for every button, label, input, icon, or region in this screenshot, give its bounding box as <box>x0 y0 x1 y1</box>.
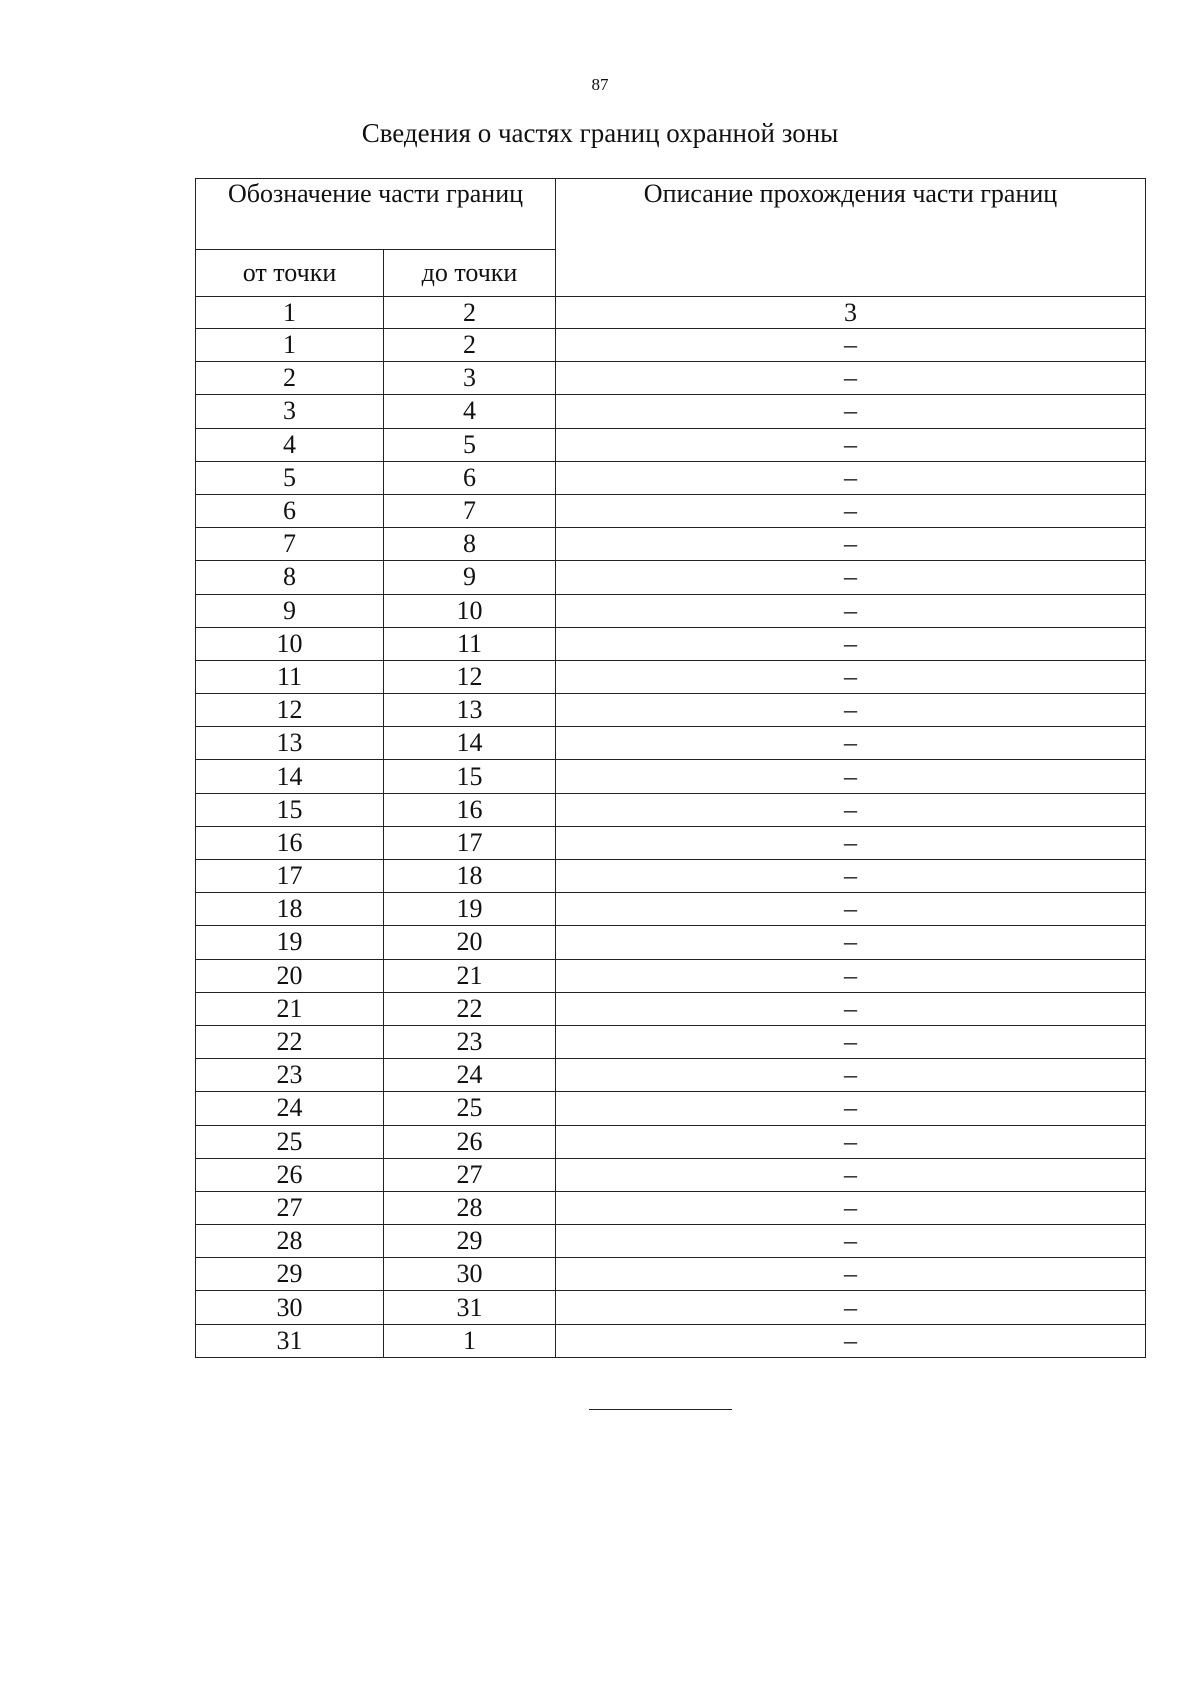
cell-to-point: 11 <box>384 627 556 660</box>
cell-description: – <box>556 1291 1146 1324</box>
cell-from-point: 15 <box>196 793 384 826</box>
cell-to-point: 9 <box>384 561 556 594</box>
table-row <box>196 1092 1146 1125</box>
cell-from-point: 5 <box>196 461 384 494</box>
column-index-cell: 2 <box>384 297 556 329</box>
cell-description: – <box>556 1125 1146 1158</box>
cell-from-point: 6 <box>196 494 384 527</box>
column-index-row <box>196 297 1146 329</box>
cell-description: – <box>556 860 1146 893</box>
cell-description: – <box>556 1324 1146 1357</box>
table-row <box>196 860 1146 893</box>
table-row <box>196 329 1146 362</box>
cell-to-point: 30 <box>384 1258 556 1291</box>
cell-description: – <box>556 1059 1146 1092</box>
cell-description: – <box>556 428 1146 461</box>
cell-description: – <box>556 528 1146 561</box>
cell-to-point: 13 <box>384 694 556 727</box>
cell-from-point: 10 <box>196 627 384 660</box>
table-row <box>196 760 1146 793</box>
cell-to-point: 17 <box>384 826 556 859</box>
cell-from-point: 29 <box>196 1258 384 1291</box>
cell-to-point: 16 <box>384 793 556 826</box>
cell-description: – <box>556 992 1146 1025</box>
cell-to-point: 24 <box>384 1059 556 1092</box>
cell-description: – <box>556 893 1146 926</box>
cell-to-point: 23 <box>384 1025 556 1058</box>
cell-from-point: 26 <box>196 1158 384 1191</box>
table-row <box>196 362 1146 395</box>
cell-from-point: 2 <box>196 362 384 395</box>
cell-to-point: 12 <box>384 660 556 693</box>
cell-from-point: 17 <box>196 860 384 893</box>
table-row <box>196 660 1146 693</box>
cell-from-point: 30 <box>196 1291 384 1324</box>
table-row <box>196 1291 1146 1324</box>
cell-to-point: 21 <box>384 959 556 992</box>
table-row <box>196 461 1146 494</box>
cell-from-point: 1 <box>196 329 384 362</box>
table-row <box>196 627 1146 660</box>
cell-from-point: 8 <box>196 561 384 594</box>
cell-to-point: 19 <box>384 893 556 926</box>
cell-to-point: 2 <box>384 329 556 362</box>
table-row <box>196 1025 1146 1058</box>
cell-description: – <box>556 461 1146 494</box>
cell-description: – <box>556 395 1146 428</box>
table-row <box>196 528 1146 561</box>
table-row <box>196 959 1146 992</box>
cell-description: – <box>556 727 1146 760</box>
cell-to-point: 20 <box>384 926 556 959</box>
cell-description: – <box>556 561 1146 594</box>
cell-from-point: 25 <box>196 1125 384 1158</box>
cell-from-point: 3 <box>196 395 384 428</box>
table-row <box>196 561 1146 594</box>
cell-from-point: 28 <box>196 1225 384 1258</box>
cell-to-point: 15 <box>384 760 556 793</box>
table-row <box>196 594 1146 627</box>
table-row <box>196 1191 1146 1224</box>
table-row <box>196 992 1146 1025</box>
table-row <box>196 893 1146 926</box>
cell-from-point: 22 <box>196 1025 384 1058</box>
cell-to-point: 31 <box>384 1291 556 1324</box>
cell-to-point: 8 <box>384 528 556 561</box>
table-row <box>196 793 1146 826</box>
cell-description: – <box>556 362 1146 395</box>
cell-description: – <box>556 1258 1146 1291</box>
document-title: Сведения о частях границ охранной зоны <box>361 118 839 148</box>
cell-from-point: 31 <box>196 1324 384 1357</box>
cell-to-point: 7 <box>384 494 556 527</box>
boundary-parts-table <box>195 178 1146 1358</box>
cell-description: – <box>556 594 1146 627</box>
table-row <box>196 694 1146 727</box>
cell-from-point: 16 <box>196 826 384 859</box>
table-row <box>196 1158 1146 1191</box>
table-row <box>196 428 1146 461</box>
cell-from-point: 21 <box>196 992 384 1025</box>
table-row <box>196 1225 1146 1258</box>
column-index-cell: 3 <box>556 297 1146 329</box>
cell-description: – <box>556 1025 1146 1058</box>
cell-from-point: 19 <box>196 926 384 959</box>
cell-from-point: 9 <box>196 594 384 627</box>
cell-from-point: 23 <box>196 1059 384 1092</box>
table-row <box>196 1324 1146 1357</box>
cell-to-point: 10 <box>384 594 556 627</box>
cell-from-point: 13 <box>196 727 384 760</box>
cell-to-point: 1 <box>384 1324 556 1357</box>
cell-to-point: 6 <box>384 461 556 494</box>
table-row <box>196 926 1146 959</box>
cell-from-point: 27 <box>196 1191 384 1224</box>
cell-from-point: 14 <box>196 760 384 793</box>
cell-description: – <box>556 959 1146 992</box>
cell-to-point: 25 <box>384 1092 556 1125</box>
cell-description: – <box>556 1158 1146 1191</box>
cell-description: – <box>556 627 1146 660</box>
cell-description: – <box>556 329 1146 362</box>
cell-from-point: 18 <box>196 893 384 926</box>
table-row <box>196 1258 1146 1291</box>
cell-to-point: 5 <box>384 428 556 461</box>
cell-description: – <box>556 826 1146 859</box>
table-header <box>196 179 1146 297</box>
cell-description: – <box>556 660 1146 693</box>
cell-to-point: 22 <box>384 992 556 1025</box>
table-row <box>196 1125 1146 1158</box>
page-number: 87 <box>591 75 609 94</box>
header-description: Описание прохождения части границ <box>556 179 1146 297</box>
cell-description: – <box>556 760 1146 793</box>
cell-to-point: 28 <box>384 1191 556 1224</box>
cell-from-point: 7 <box>196 528 384 561</box>
cell-to-point: 29 <box>384 1225 556 1258</box>
cell-to-point: 18 <box>384 860 556 893</box>
header-to-point: до точки <box>384 250 556 297</box>
cell-to-point: 27 <box>384 1158 556 1191</box>
cell-description: – <box>556 926 1146 959</box>
table-row <box>196 494 1146 527</box>
cell-description: – <box>556 494 1146 527</box>
table-header-row-top <box>196 179 1146 250</box>
cell-from-point: 12 <box>196 694 384 727</box>
cell-description: – <box>556 1092 1146 1125</box>
table-row <box>196 1059 1146 1092</box>
table-row <box>196 395 1146 428</box>
cell-from-point: 4 <box>196 428 384 461</box>
cell-to-point: 14 <box>384 727 556 760</box>
cell-to-point: 4 <box>384 395 556 428</box>
footer-divider <box>589 1409 732 1410</box>
cell-to-point: 3 <box>384 362 556 395</box>
table-row <box>196 727 1146 760</box>
cell-description: – <box>556 1191 1146 1224</box>
table-row <box>196 826 1146 859</box>
header-designation: Обозначение части границ <box>196 179 556 250</box>
cell-description: – <box>556 1225 1146 1258</box>
cell-to-point: 26 <box>384 1125 556 1158</box>
header-from-point: от точки <box>196 250 384 297</box>
cell-from-point: 24 <box>196 1092 384 1125</box>
column-index-cell: 1 <box>196 297 384 329</box>
cell-description: – <box>556 793 1146 826</box>
cell-from-point: 20 <box>196 959 384 992</box>
cell-description: – <box>556 694 1146 727</box>
cell-from-point: 11 <box>196 660 384 693</box>
table-body <box>196 297 1146 1358</box>
